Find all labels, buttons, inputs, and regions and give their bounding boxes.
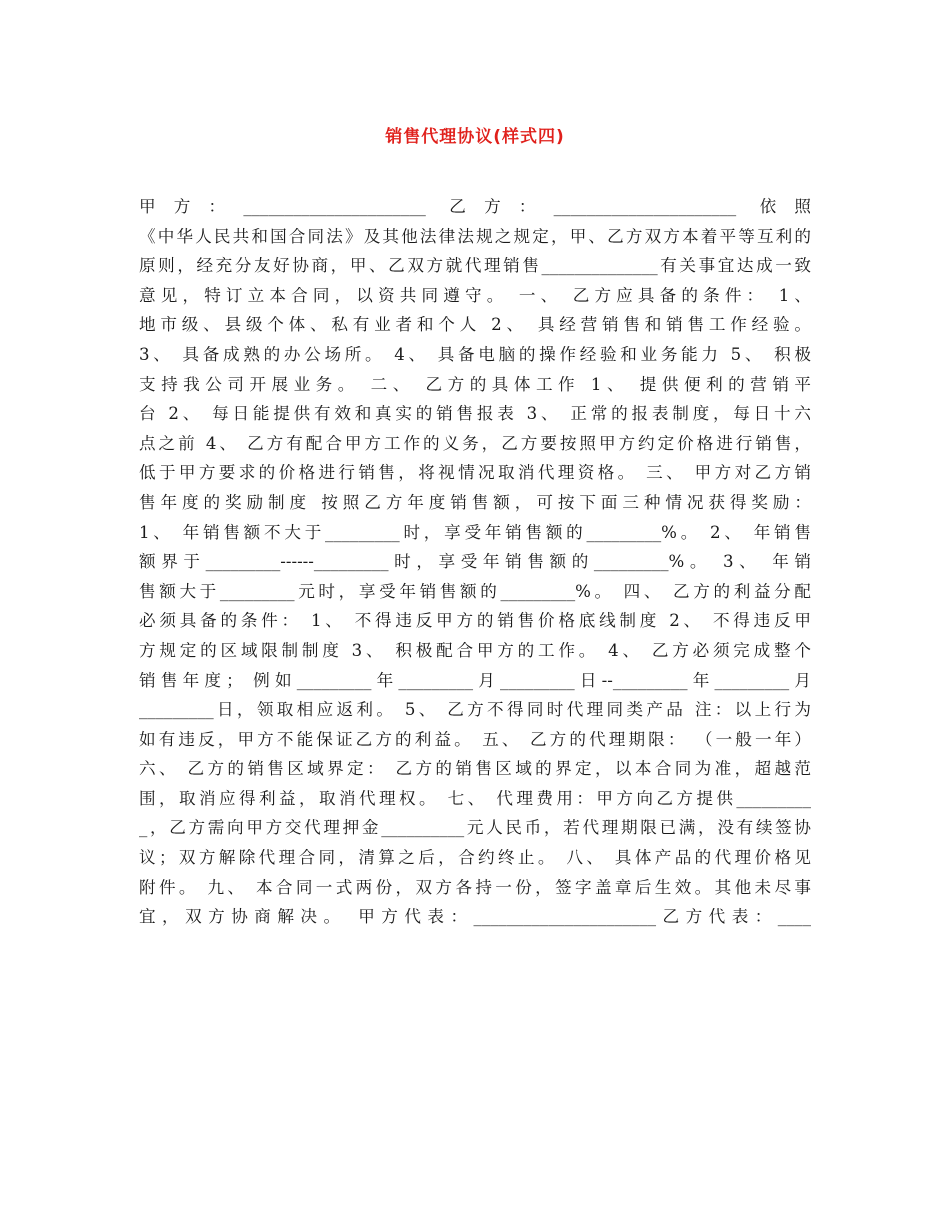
body-line: 《中华人民共和国合同法》及其他法律法规之规定，甲、乙方双方本着平等互利的 [139,226,811,246]
body-line: 点之前 4、 乙方有配合甲方工作的义务，乙方要按照甲方约定价格进行销售， [139,433,811,453]
body-line: 意见，特订立本合同，以资共同遵守。 一、 乙方应具备的条件： 1、 [139,285,811,305]
body-line: 六、 乙方的销售区域界定： 乙方的销售区域的界定，以本合同为准，超越范 [139,759,811,779]
body-line: 如有违反，甲方不能保证乙方的利益。 五、 乙方的代理期限： （一般一年） [139,729,811,749]
body-line: _________日，领取相应返利。 5、 乙方不得同时代理同类产品 注：以上行为 [139,700,811,720]
body-line: 销售年度； 例如_________年_________月_________日--_________年_________月 [139,670,811,690]
body-line: 额界于_________------_________时，享受年销售额的_________%。 3、 年销 [139,552,811,572]
body-line: 售额大于_________元时，享受年销售额的_________%。 四、 乙方的利益分配 [139,581,811,601]
document-title: 销售代理协议(样式四) [385,127,565,147]
body-line: 附件。 九、 本合同一式两份，双方各持一份，签字盖章后生效。其他未尽事 [139,877,811,897]
body-line: 地市级、县级个体、私有业者和个人 2、 具经营销售和销售工作经验。 [139,315,811,335]
body-line: 宜，双方协商解决。 甲方代表：______________________乙方代表：____ [139,907,811,927]
body-line: 议；双方解除代理合同，清算之后，合约终止。 八、 具体产品的代理价格见 [139,848,811,868]
body-line: 必须具备的条件： 1、 不得违反甲方的销售价格底线制度 2、 不得违反甲 [139,611,811,631]
body-line: 支持我公司开展业务。 二、 乙方的具体工作 1、 提供便利的营销平 [139,374,811,394]
body-line: 3、 具备成熟的办公场所。 4、 具备电脑的操作经验和业务能力 5、 积极 [139,344,811,364]
body-line: 售年度的奖励制度 按照乙方年度销售额，可按下面三种情况获得奖励： [139,492,811,512]
body-line: 甲方：______________________ 乙方：______________________ 依照 [139,197,811,216]
body-line: 围，取消应得利益，取消代理权。 七、 代理费用：甲方向乙方提供_________ [139,788,811,808]
body-line: 台 2、 每日能提供有效和真实的销售报表 3、 正常的报表制度，每日十六 [139,404,811,424]
body-line: 1、 年销售额不大于_________时，享受年销售额的_________%。 2、 年销售 [139,522,811,542]
contract-body [139,192,811,932]
body-line: 方规定的区域限制制度 3、 积极配合甲方的工作。 4、 乙方必须完成整个 [139,640,811,660]
body-line: _，乙方需向甲方交代理押金__________元人民币，若代理期限已满，没有续签协 [139,818,811,838]
body-line: 低于甲方要求的价格进行销售，将视情况取消代理资格。 三、 甲方对乙方销 [139,463,811,483]
body-line: 原则，经充分友好协商，甲、乙双方就代理销售______________有关事宜达成一致 [139,256,811,276]
